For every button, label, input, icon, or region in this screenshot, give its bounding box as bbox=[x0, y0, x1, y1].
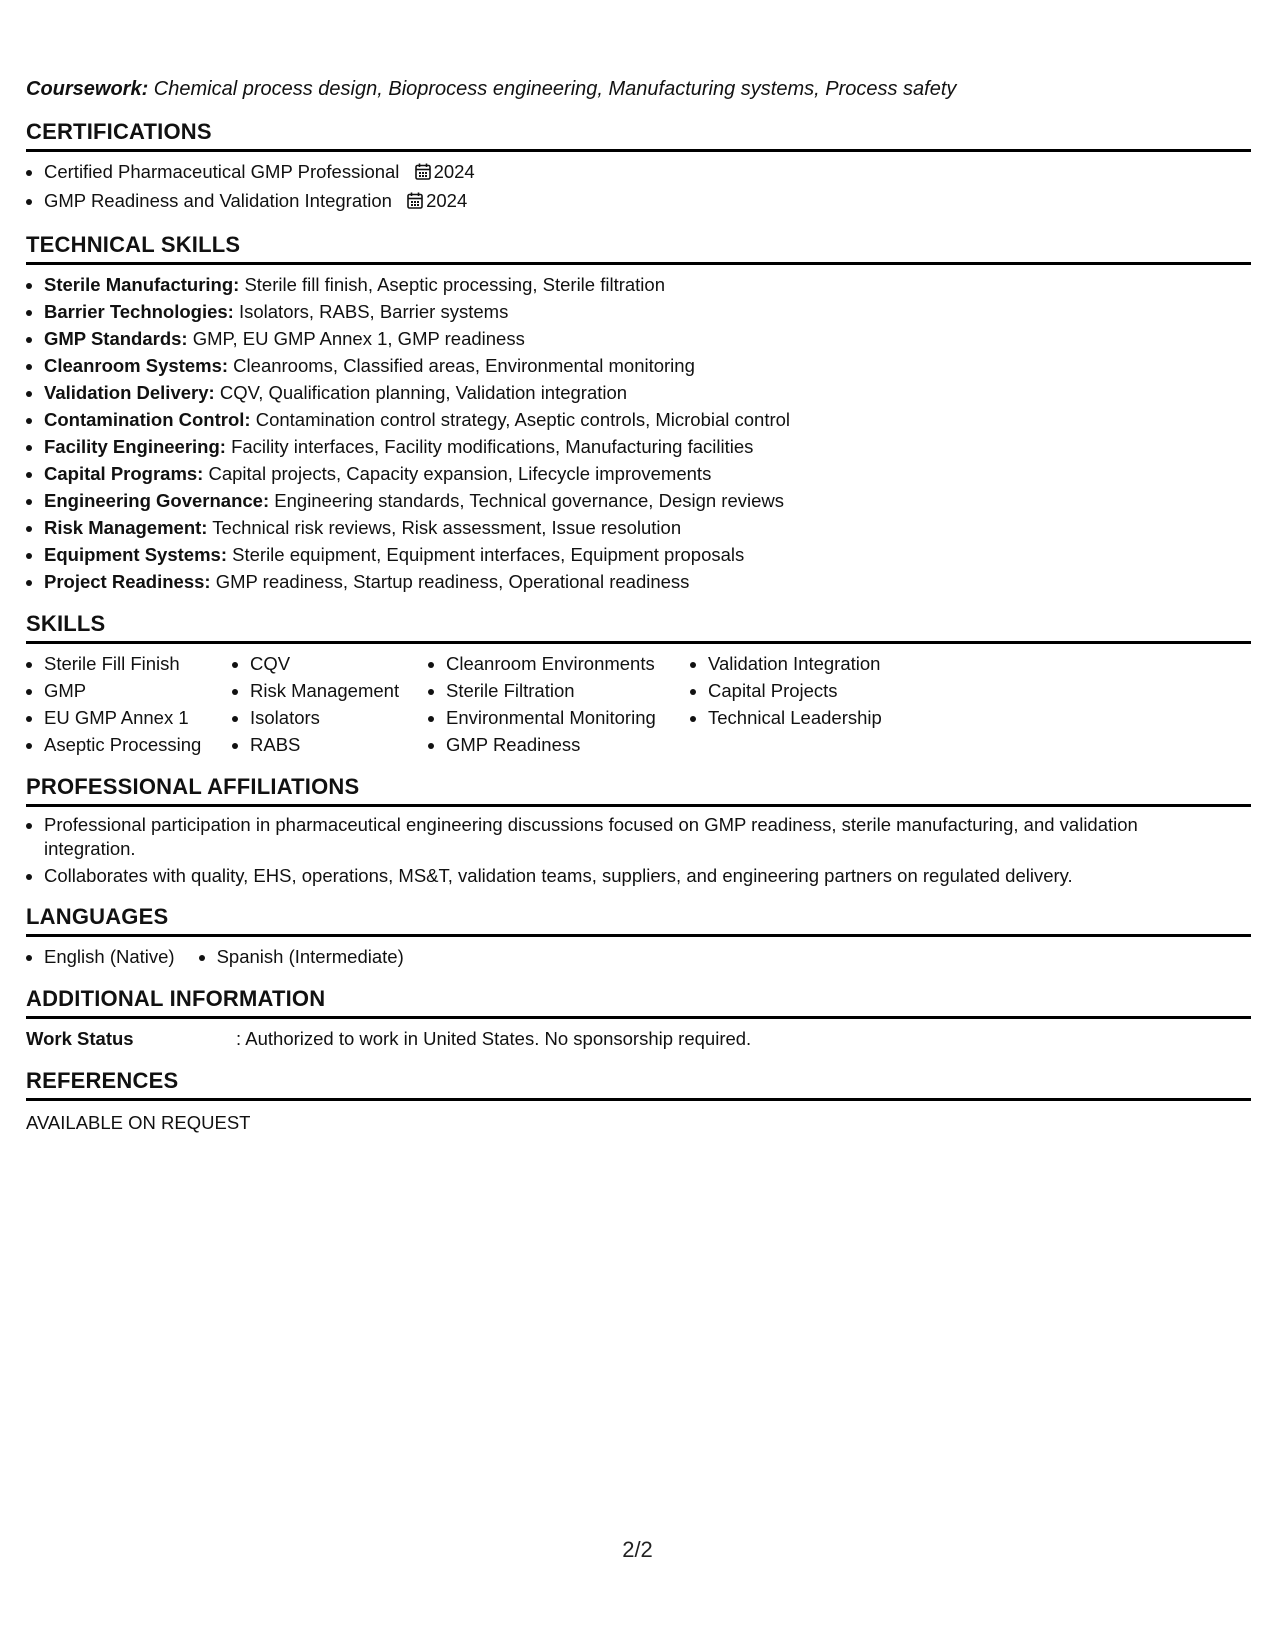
calendar-icon bbox=[415, 160, 431, 187]
skill-category: Equipment Systems: bbox=[44, 544, 227, 565]
skill-category: Project Readiness: bbox=[44, 571, 211, 592]
affiliation-item: • Collaborates with quality, EHS, operations, MS&T, validation teams, suppliers, and engineering partners on regulated delivery. bbox=[44, 864, 1251, 888]
skill-item: • Risk Management bbox=[250, 677, 428, 704]
technical-skills-heading: TECHNICAL SKILLS bbox=[26, 232, 1251, 265]
skill-details: Sterile equipment, Equipment interfaces, Equipment proposals bbox=[227, 544, 745, 565]
work-status-label: Work Status bbox=[26, 1028, 134, 1049]
skill-item: • GMP bbox=[44, 677, 232, 704]
technical-skills-list bbox=[26, 271, 1251, 595]
skill-category: Cleanroom Systems: bbox=[44, 355, 229, 376]
skill-category: Engineering Governance: bbox=[44, 490, 270, 511]
technical-skill-item bbox=[44, 325, 1251, 352]
resume-page bbox=[26, 78, 1251, 1152]
skill-category: Barrier Technologies: bbox=[44, 301, 234, 322]
skills-heading: SKILLS bbox=[26, 611, 1251, 644]
work-status-value: : Authorized to work in United States. No sponsorship required. bbox=[236, 1028, 752, 1049]
skill-category: Contamination Control: bbox=[44, 409, 251, 430]
skill-details: Capital projects, Capacity expansion, Lifecycle improvements bbox=[203, 463, 712, 484]
skill-details: Contamination control strategy, Aseptic controls, Microbial control bbox=[250, 409, 791, 430]
skill-category: Validation Delivery: bbox=[44, 382, 215, 403]
additional-info-heading: ADDITIONAL INFORMATION bbox=[26, 986, 1251, 1019]
technical-skill-item bbox=[44, 487, 1251, 514]
skill-item: • Validation Integration bbox=[708, 650, 928, 677]
technical-skill-item bbox=[44, 541, 1251, 568]
technical-skills-section bbox=[26, 232, 1251, 595]
skill-details: Technical risk reviews, Risk assessment, Issue resolution bbox=[207, 517, 682, 538]
skill-item: • Aseptic Processing bbox=[44, 731, 232, 758]
technical-skill-item bbox=[44, 379, 1251, 406]
skill-item: • RABS bbox=[250, 731, 428, 758]
certifications-heading: CERTIFICATIONS bbox=[26, 119, 1251, 152]
languages-list bbox=[26, 943, 1251, 970]
skills-grid bbox=[26, 650, 1251, 758]
affiliations-heading: PROFESSIONAL AFFILIATIONS bbox=[26, 774, 1251, 807]
skill-details: GMP, EU GMP Annex 1, GMP readiness bbox=[187, 328, 525, 349]
skill-details: Facility interfaces, Facility modifications, Manufacturing facilities bbox=[225, 436, 754, 457]
skill-item: • Isolators bbox=[250, 704, 428, 731]
skill-category: Facility Engineering: bbox=[44, 436, 226, 457]
skill-item: • Capital Projects bbox=[708, 677, 928, 704]
skill-details: Isolators, RABS, Barrier systems bbox=[233, 301, 509, 322]
skills-column bbox=[690, 650, 928, 758]
coursework-line bbox=[26, 78, 1251, 101]
affiliations-list bbox=[26, 813, 1251, 888]
skill-category: Capital Programs: bbox=[44, 463, 204, 484]
skill-category: Sterile Manufacturing: bbox=[44, 274, 240, 295]
coursework-text: Chemical process design, Bioprocess engineering, Manufacturing systems, Process safety bbox=[148, 78, 957, 100]
technical-skill-item bbox=[44, 352, 1251, 379]
affiliations-section bbox=[26, 774, 1251, 888]
skill-item: • Technical Leadership bbox=[708, 704, 928, 731]
references-text: AVAILABLE ON REQUEST bbox=[26, 1112, 251, 1133]
skill-item: • Sterile Fill Finish bbox=[44, 650, 232, 677]
skill-item: • GMP Readiness bbox=[446, 731, 690, 758]
skill-item: • EU GMP Annex 1 bbox=[44, 704, 232, 731]
technical-skill-item bbox=[44, 271, 1251, 298]
skill-item: • Environmental Monitoring bbox=[446, 704, 690, 731]
language-item: • English (Native) bbox=[44, 943, 175, 970]
additional-info-section bbox=[26, 986, 1251, 1052]
skills-column bbox=[428, 650, 690, 758]
skill-item: • CQV bbox=[250, 650, 428, 677]
technical-skill-item bbox=[44, 406, 1251, 433]
language-item: • Spanish (Intermediate) bbox=[217, 943, 404, 970]
skill-details: Engineering standards, Technical governance, Design reviews bbox=[269, 490, 785, 511]
certification-item bbox=[44, 187, 1251, 216]
certifications-list bbox=[26, 158, 1251, 216]
skill-details: GMP readiness, Startup readiness, Operational readiness bbox=[210, 571, 690, 592]
skills-column bbox=[232, 650, 428, 758]
affiliation-item: • Professional participation in pharmaceutical engineering discussions focused on GMP readiness, sterile manufacturing, and validation integration. bbox=[44, 813, 1251, 861]
certification-year: 2024 bbox=[433, 161, 475, 182]
skill-details: Cleanrooms, Classified areas, Environmental monitoring bbox=[228, 355, 695, 376]
calendar-icon bbox=[407, 189, 423, 216]
certification-name: GMP Readiness and Validation Integration bbox=[44, 190, 392, 211]
certification-name: Certified Pharmaceutical GMP Professional bbox=[44, 161, 400, 182]
references-section bbox=[26, 1068, 1251, 1136]
technical-skill-item bbox=[44, 514, 1251, 541]
page-number: 2/2 bbox=[622, 1537, 653, 1562]
skill-item: • Cleanroom Environments bbox=[446, 650, 690, 677]
references-heading: REFERENCES bbox=[26, 1068, 1251, 1101]
skill-category: GMP Standards: bbox=[44, 328, 188, 349]
skill-item: • Sterile Filtration bbox=[446, 677, 690, 704]
work-status-row bbox=[26, 1025, 1251, 1052]
languages-heading: LANGUAGES bbox=[26, 904, 1251, 937]
certification-item bbox=[44, 158, 1251, 187]
skills-section bbox=[26, 611, 1251, 758]
technical-skill-item bbox=[44, 433, 1251, 460]
coursework-label: Coursework: bbox=[26, 78, 149, 100]
certifications-section bbox=[26, 119, 1251, 216]
technical-skill-item bbox=[44, 298, 1251, 325]
skill-category: Risk Management: bbox=[44, 517, 208, 538]
certification-year: 2024 bbox=[426, 190, 468, 211]
skill-details: CQV, Qualification planning, Validation integration bbox=[214, 382, 628, 403]
technical-skill-item bbox=[44, 460, 1251, 487]
technical-skill-item bbox=[44, 568, 1251, 595]
languages-section bbox=[26, 904, 1251, 970]
skill-details: Sterile fill finish, Aseptic processing, Sterile filtration bbox=[239, 274, 665, 295]
skills-column bbox=[26, 650, 232, 758]
